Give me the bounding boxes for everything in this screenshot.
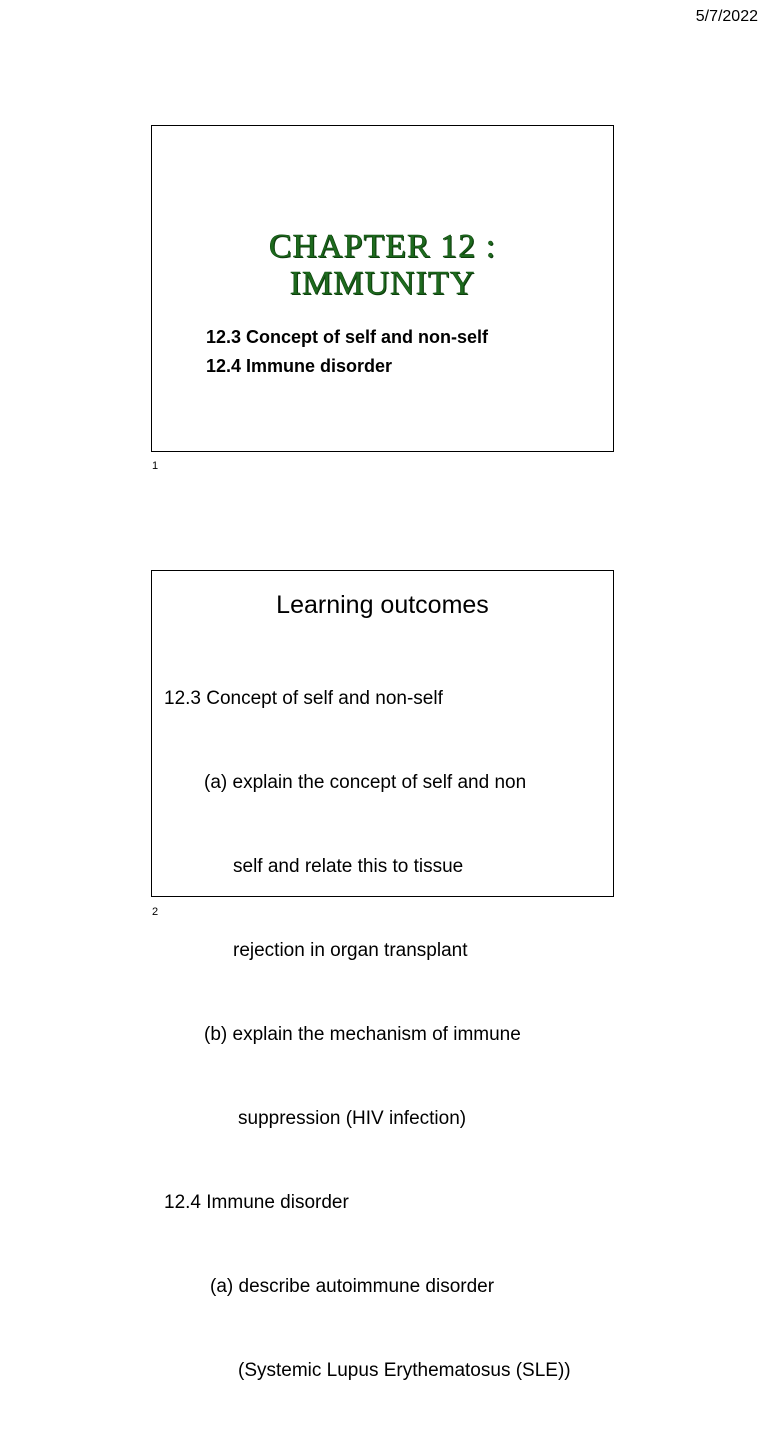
learning-outcomes-list xyxy=(164,629,571,1441)
outcome-item-continuation: suppression (HIV infection) xyxy=(238,1108,467,1129)
chapter-title-line-2: IMMUNITY xyxy=(289,265,476,302)
outcome-item-continuation: self and relate this to tissue xyxy=(233,856,464,877)
outcome-item: (a) explain the concept of self and non xyxy=(204,772,527,793)
subtopic-item: 12.4 Immune disorder xyxy=(206,356,393,376)
slide-number: 1 xyxy=(152,460,159,472)
outcome-item: (b) explain the mechanism of immune xyxy=(204,1024,521,1045)
outcome-item-continuation: (Systemic Lupus Erythematosus (SLE)) xyxy=(238,1360,571,1381)
learning-outcomes-title: Learning outcomes xyxy=(276,591,489,619)
outcome-heading: 12.4 Immune disorder xyxy=(164,1192,349,1213)
outcome-item-continuation: rejection in organ transplant xyxy=(233,940,468,961)
slide-chapter-title xyxy=(151,125,614,452)
outcome-item: (a) describe autoimmune disorder xyxy=(210,1276,495,1297)
slide-learning-outcomes xyxy=(151,570,614,1381)
subtopic-item: 12.3 Concept of self and non-self xyxy=(206,327,489,347)
chapter-title-line-1: CHAPTER 12 : xyxy=(268,228,497,265)
subtopic-list xyxy=(206,323,488,381)
slide-number: 2 xyxy=(152,906,159,918)
outcome-heading: 12.3 Concept of self and non-self xyxy=(164,688,443,709)
chapter-title xyxy=(152,228,613,302)
print-date: 5/7/2022 xyxy=(695,8,758,25)
